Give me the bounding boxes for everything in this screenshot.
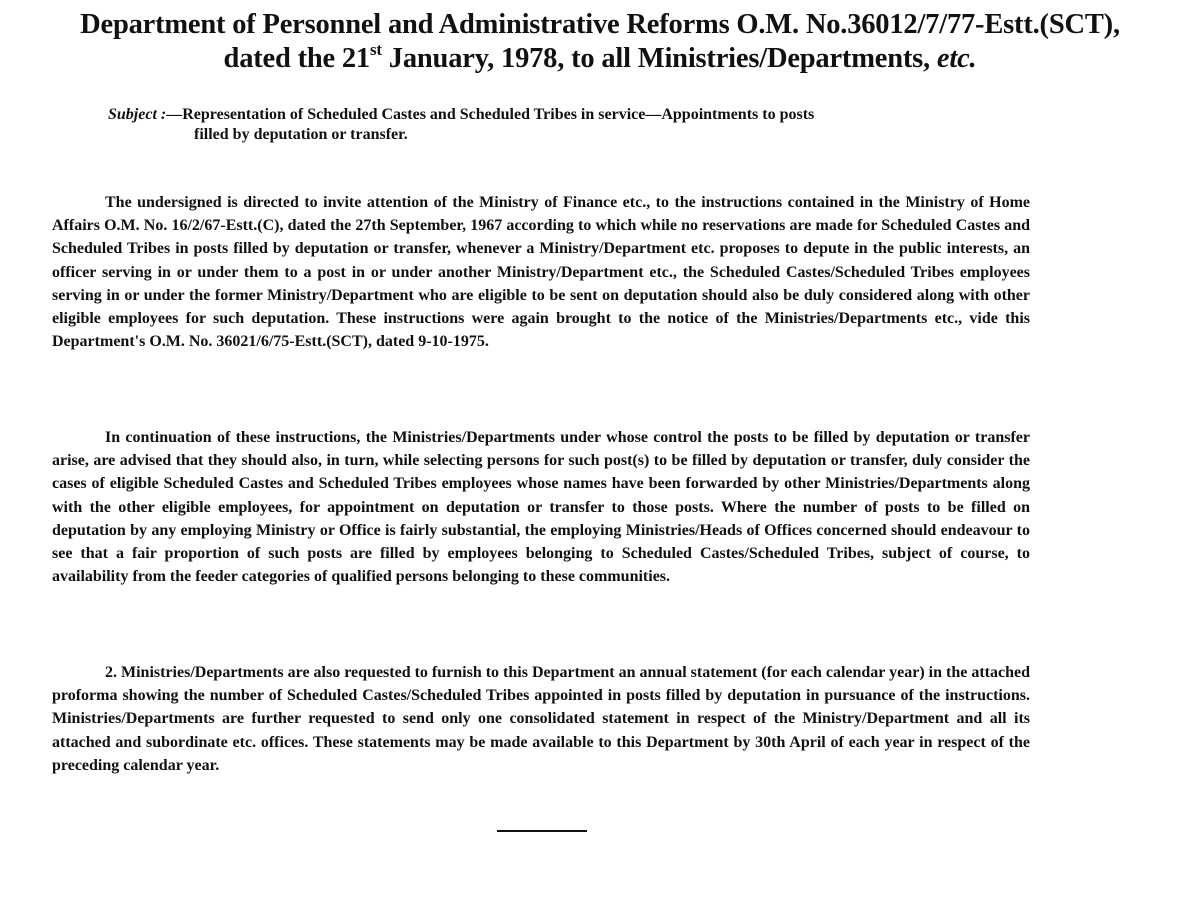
heading-ordinal-suffix: st [369,40,382,59]
paragraph-1: The undersigned is directed to invite attention of the Ministry of Finance etc., to the instructions contained in the Ministry of Home Affairs O.M. No. 16/2/67-Estt.(C), dated the 27th September, 1967 according to which while no reservations are made for Scheduled Castes and Scheduled Tribes in posts filled by deputation or transfer, whenever a Ministry/Department etc. proposes to depute in the public interests, an officer serving in or under them to a post in or under another Ministry/Department etc., the Scheduled Castes/Scheduled Tribes employees serving in or under the former Ministry/Department who are eligible to be sent on deputation should also be duly considered along with other eligible employees for such deputation. These instructions were again brought to the notice of the Ministries/Departments etc., vide this Department's O.M. No. 36021/6/75-Estt.(SCT), dated 9-10-1975. [52,194,1030,351]
heading-line-2-suffix: January, 1978, to all Ministries/Departments, [381,43,937,74]
subject-block [108,105,1028,145]
closing-rule [497,830,587,832]
subject-line-2: filled by deputation or transfer. [194,126,408,143]
subject-line-1: —Representation of Scheduled Castes and Scheduled Tribes in service—Appointments to posts [166,106,815,123]
paragraph-2: In continuation of these instructions, the Ministries/Departments under whose control the posts to be filled by deputation or transfer arise, are advised that they should also, in turn, while selecting persons for such post(s) to be filled by deputation or transfer, duly consider the cases of eligible Scheduled Castes and Scheduled Tribes employees whose names have been forwarded by other Ministries/Departments along with the other eligible employees, for appointment on deputation or transfer to those posts. Where the number of posts to be filled on deputation by any employing Ministry or Office is fairly substantial, the employing Ministries/Heads of Offices concerned should endeavour to see that a fair proportion of such posts are filled by employees belonging to Scheduled Castes/Scheduled Tribes, subject of course, to availability from the feeder categories of qualified persons belonging to these communities. [52,429,1030,586]
document-heading [20,8,1180,76]
paragraph-3: 2. Ministries/Departments are also requested to furnish to this Department an annual statement (for each calendar year) in the attached proforma showing the number of Scheduled Castes/Scheduled Tribes appointed in posts filled by deputation in pursuance of the instructions. Ministries/Departments are further requested to send only one consolidated statement in respect of the Ministry/Department and all its attached and subordinate etc. offices. These statements may be made available to this Department by 30th April of each year in respect of the preceding calendar year. [52,664,1030,774]
heading-etc: etc. [936,43,977,74]
heading-line-1: Department of Personnel and Administrative Reforms O.M. No.36012/7/77-Estt.(SCT), [80,9,1120,40]
heading-line-2-prefix: dated the 21 [223,43,370,74]
heading-line-2 [20,42,1180,76]
subject-label: Subject : [108,106,167,123]
